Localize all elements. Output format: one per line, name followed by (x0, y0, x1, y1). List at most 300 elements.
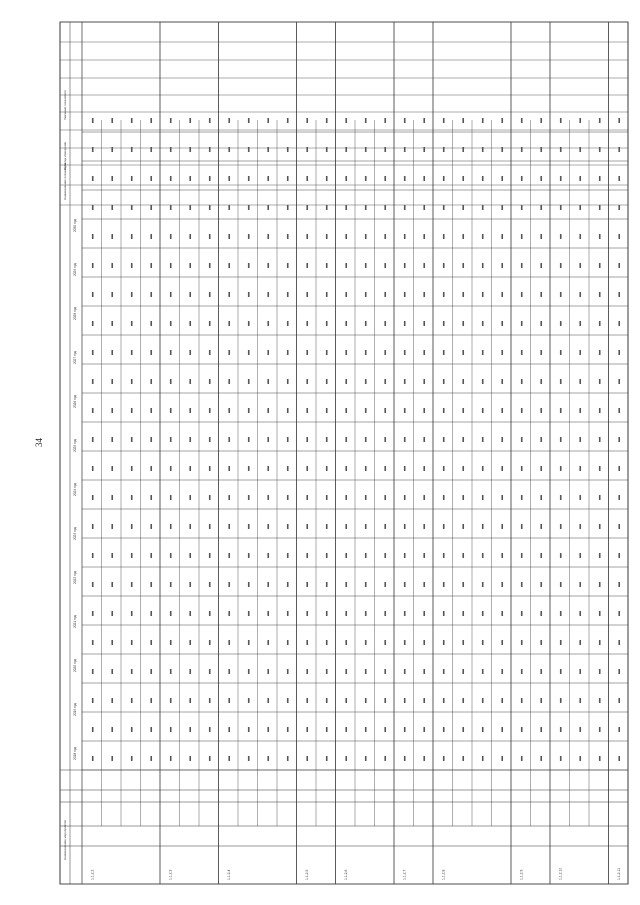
cell-value-mark (599, 553, 601, 558)
cell-value-mark (579, 408, 581, 413)
cell-value-mark (150, 176, 152, 181)
cell-value-mark (423, 669, 425, 674)
cell-value-mark (462, 234, 464, 239)
cell-value-mark (365, 408, 367, 413)
cell-value-mark (326, 495, 328, 500)
cell-value-mark (540, 147, 542, 152)
cell-value-mark (443, 756, 445, 761)
cell-value-mark (228, 466, 230, 471)
cell-value-mark (306, 495, 308, 500)
year-header: 2027 год (73, 351, 77, 364)
page-number: 34 (34, 438, 44, 447)
cell-value-mark (365, 321, 367, 326)
cell-value-mark (228, 582, 230, 587)
cell-value-mark (384, 495, 386, 500)
cell-value-mark (306, 321, 308, 326)
cell-value-mark (131, 466, 133, 471)
cell-value-mark (326, 205, 328, 210)
cell-value-mark (267, 727, 269, 732)
cell-value-mark (423, 466, 425, 471)
cell-value-mark (501, 263, 503, 268)
cell-value-mark (131, 147, 133, 152)
cell-value-mark (540, 495, 542, 500)
cell-value-mark (189, 466, 191, 471)
cell-value-mark (599, 176, 601, 181)
cell-value-mark (111, 205, 113, 210)
cell-value-mark (462, 466, 464, 471)
cell-value-mark (287, 669, 289, 674)
cell-value-mark (267, 292, 269, 297)
cell-value-mark (482, 495, 484, 500)
cell-value-mark (111, 582, 113, 587)
cell-value-mark (170, 176, 172, 181)
cell-value-mark (228, 292, 230, 297)
cell-value-mark (170, 379, 172, 384)
cell-value-mark (267, 234, 269, 239)
cell-value-mark (482, 292, 484, 297)
cell-value-mark (423, 205, 425, 210)
cell-value-mark (189, 321, 191, 326)
cell-value-mark (443, 408, 445, 413)
cell-value-mark (482, 147, 484, 152)
cell-value-mark (384, 379, 386, 384)
cell-value-mark (618, 205, 620, 210)
cell-value-mark (287, 379, 289, 384)
cell-value-mark (521, 582, 523, 587)
cell-value-mark (345, 147, 347, 152)
cell-value-mark (287, 495, 289, 500)
cell-value-mark (228, 408, 230, 413)
cell-value-mark (384, 263, 386, 268)
cell-value-mark (443, 350, 445, 355)
cell-value-mark (228, 234, 230, 239)
cell-value-mark (501, 350, 503, 355)
cell-value-mark (423, 495, 425, 500)
cell-value-mark (150, 379, 152, 384)
cell-value-mark (92, 379, 94, 384)
cell-value-mark (501, 756, 503, 761)
cell-value-mark (345, 553, 347, 558)
cell-value-mark (345, 118, 347, 123)
cell-value-mark (131, 118, 133, 123)
cell-value-mark (365, 727, 367, 732)
cell-value-mark (92, 263, 94, 268)
cell-value-mark (521, 727, 523, 732)
cell-value-mark (111, 379, 113, 384)
cell-value-mark (579, 321, 581, 326)
cell-value-mark (267, 176, 269, 181)
cell-value-mark (345, 582, 347, 587)
cell-value-mark (423, 640, 425, 645)
cell-value-mark (365, 582, 367, 587)
cell-value-mark (287, 408, 289, 413)
cell-value-mark (209, 379, 211, 384)
cell-value-mark (170, 321, 172, 326)
cell-value-mark (209, 553, 211, 558)
cell-value-mark (560, 756, 562, 761)
cell-value-mark (287, 321, 289, 326)
cell-value-mark (540, 698, 542, 703)
cell-value-mark (170, 263, 172, 268)
cell-value-mark (111, 698, 113, 703)
cell-value-mark (306, 350, 308, 355)
cell-value-mark (579, 379, 581, 384)
cell-value-mark (92, 669, 94, 674)
cell-value-mark (599, 524, 601, 529)
cell-value-mark (111, 611, 113, 616)
cell-value-mark (189, 524, 191, 529)
cell-value-mark (326, 118, 328, 123)
cell-value-mark (560, 524, 562, 529)
cell-value-mark (501, 640, 503, 645)
cell-value-mark (306, 553, 308, 558)
cell-value-mark (189, 669, 191, 674)
cell-value-mark (248, 118, 250, 123)
cell-value-mark (560, 437, 562, 442)
cell-value-mark (560, 379, 562, 384)
cell-value-mark (579, 118, 581, 123)
cell-value-mark (150, 727, 152, 732)
cell-value-mark (267, 698, 269, 703)
cell-value-mark (501, 669, 503, 674)
cell-value-mark (248, 437, 250, 442)
cell-value-mark (189, 205, 191, 210)
cell-value-mark (248, 234, 250, 239)
cell-value-mark (248, 379, 250, 384)
cell-value-mark (482, 408, 484, 413)
cell-value-mark (189, 292, 191, 297)
group-code: 1.1.2.4 (227, 869, 232, 880)
cell-value-mark (170, 437, 172, 442)
cell-value-mark (579, 640, 581, 645)
cell-value-mark (443, 263, 445, 268)
cell-value-mark (92, 408, 94, 413)
cell-value-mark (423, 437, 425, 442)
cell-value-mark (111, 263, 113, 268)
cell-value-mark (365, 495, 367, 500)
cell-value-mark (579, 466, 581, 471)
cell-value-mark (150, 118, 152, 123)
cell-value-mark (404, 669, 406, 674)
cell-value-mark (209, 640, 211, 645)
cell-value-mark (92, 611, 94, 616)
cell-value-mark (131, 640, 133, 645)
cell-value-mark (267, 756, 269, 761)
cell-value-mark (131, 176, 133, 181)
cell-value-mark (326, 292, 328, 297)
cell-value-mark (521, 321, 523, 326)
cell-value-mark (189, 350, 191, 355)
cell-value-mark (384, 118, 386, 123)
cell-value-mark (326, 582, 328, 587)
cell-value-mark (209, 611, 211, 616)
cell-value-mark (384, 437, 386, 442)
cell-value-mark (521, 292, 523, 297)
cell-value-mark (170, 553, 172, 558)
cell-value-mark (365, 292, 367, 297)
cell-value-mark (131, 669, 133, 674)
cell-value-mark (404, 321, 406, 326)
cell-value-mark (170, 350, 172, 355)
cell-value-mark (170, 756, 172, 761)
cell-value-mark (306, 379, 308, 384)
year-header: 2028 год (73, 307, 77, 320)
cell-value-mark (189, 640, 191, 645)
cell-value-mark (501, 727, 503, 732)
cell-value-mark (521, 234, 523, 239)
cell-value-mark (384, 466, 386, 471)
cell-value-mark (599, 698, 601, 703)
cell-value-mark (228, 263, 230, 268)
cell-value-mark (248, 176, 250, 181)
cell-value-mark (462, 437, 464, 442)
cell-value-mark (92, 292, 94, 297)
cell-value-mark (540, 205, 542, 210)
cell-value-mark (599, 437, 601, 442)
cell-value-mark (248, 611, 250, 616)
column-title: Наименование показателя (63, 162, 67, 200)
cell-value-mark (501, 321, 503, 326)
cell-value-mark (482, 582, 484, 587)
cell-value-mark (365, 379, 367, 384)
cell-value-mark (482, 756, 484, 761)
cell-value-mark (560, 292, 562, 297)
cell-value-mark (228, 118, 230, 123)
cell-value-mark (150, 408, 152, 413)
cell-value-mark (560, 640, 562, 645)
cell-value-mark (131, 727, 133, 732)
cell-value-mark (540, 524, 542, 529)
cell-value-mark (404, 698, 406, 703)
cell-value-mark (287, 118, 289, 123)
cell-value-mark (618, 756, 620, 761)
cell-value-mark (189, 176, 191, 181)
cell-value-mark (599, 495, 601, 500)
cell-value-mark (540, 118, 542, 123)
cell-value-mark (345, 640, 347, 645)
cell-value-mark (579, 176, 581, 181)
cell-value-mark (423, 292, 425, 297)
cell-value-mark (209, 495, 211, 500)
cell-value-mark (599, 379, 601, 384)
cell-value-mark (540, 408, 542, 413)
cell-value-mark (423, 756, 425, 761)
cell-value-mark (365, 524, 367, 529)
cell-value-mark (521, 756, 523, 761)
cell-value-mark (287, 350, 289, 355)
cell-value-mark (209, 524, 211, 529)
cell-value-mark (579, 350, 581, 355)
year-header: 2024 год (73, 483, 77, 496)
cell-value-mark (443, 466, 445, 471)
cell-value-mark (482, 205, 484, 210)
cell-value-mark (560, 408, 562, 413)
cell-value-mark (92, 321, 94, 326)
cell-value-mark (248, 495, 250, 500)
cell-value-mark (345, 756, 347, 761)
cell-value-mark (443, 524, 445, 529)
cell-value-mark (423, 553, 425, 558)
cell-value-mark (111, 350, 113, 355)
cell-value-mark (150, 553, 152, 558)
cell-value-mark (248, 292, 250, 297)
cell-value-mark (462, 118, 464, 123)
cell-value-mark (131, 263, 133, 268)
cell-value-mark (287, 553, 289, 558)
cell-value-mark (560, 582, 562, 587)
cell-value-mark (111, 234, 113, 239)
cell-value-mark (404, 756, 406, 761)
group-code: 1.1.2.3 (168, 869, 173, 880)
cell-value-mark (404, 582, 406, 587)
cell-value-mark (170, 524, 172, 529)
cell-value-mark (131, 437, 133, 442)
cell-value-mark (326, 176, 328, 181)
cell-value-mark (345, 408, 347, 413)
cell-value-mark (326, 234, 328, 239)
cell-value-mark (365, 553, 367, 558)
cell-value-mark (111, 147, 113, 152)
cell-value-mark (599, 640, 601, 645)
cell-value-mark (365, 263, 367, 268)
cell-value-mark (384, 176, 386, 181)
cell-value-mark (521, 611, 523, 616)
cell-value-mark (131, 756, 133, 761)
cell-value-mark (404, 524, 406, 529)
cell-value-mark (521, 176, 523, 181)
cell-value-mark (501, 582, 503, 587)
cell-value-mark (287, 176, 289, 181)
cell-value-mark (579, 524, 581, 529)
cell-value-mark (501, 379, 503, 384)
cell-value-mark (560, 234, 562, 239)
cell-value-mark (501, 611, 503, 616)
cell-value-mark (267, 495, 269, 500)
cell-value-mark (150, 582, 152, 587)
group-code: 1.1.2.7 (402, 869, 407, 880)
cell-value-mark (267, 408, 269, 413)
cell-value-mark (209, 466, 211, 471)
cell-value-mark (170, 466, 172, 471)
cell-value-mark (267, 611, 269, 616)
cell-value-mark (462, 147, 464, 152)
cell-value-mark (326, 321, 328, 326)
cell-value-mark (228, 611, 230, 616)
cell-value-mark (579, 553, 581, 558)
year-header: 2021 год (73, 615, 77, 628)
cell-value-mark (462, 321, 464, 326)
cell-value-mark (189, 147, 191, 152)
cell-value-mark (326, 669, 328, 674)
cell-value-mark (267, 118, 269, 123)
cell-value-mark (618, 698, 620, 703)
cell-value-mark (345, 263, 347, 268)
cell-value-mark (287, 582, 289, 587)
cell-value-mark (365, 640, 367, 645)
cell-value-mark (189, 408, 191, 413)
cell-value-mark (521, 350, 523, 355)
cell-value-mark (170, 582, 172, 587)
cell-value-mark (482, 437, 484, 442)
cell-value-mark (404, 263, 406, 268)
cell-value-mark (189, 263, 191, 268)
cell-value-mark (365, 234, 367, 239)
cell-value-mark (209, 321, 211, 326)
cell-value-mark (618, 118, 620, 123)
cell-value-mark (131, 553, 133, 558)
cell-value-mark (92, 176, 94, 181)
cell-value-mark (482, 669, 484, 674)
cell-value-mark (209, 176, 211, 181)
column-title: Единица измерения (63, 141, 67, 170)
cell-value-mark (306, 234, 308, 239)
cell-value-mark (560, 727, 562, 732)
cell-value-mark (209, 147, 211, 152)
group-code: 1.1.2.8 (441, 869, 446, 880)
cell-value-mark (150, 205, 152, 210)
cell-value-mark (521, 408, 523, 413)
cell-value-mark (560, 350, 562, 355)
cell-value-mark (423, 611, 425, 616)
cell-value-mark (228, 727, 230, 732)
cell-value-mark (521, 524, 523, 529)
cell-value-mark (365, 466, 367, 471)
cell-value-mark (540, 611, 542, 616)
year-header: 2025 год (73, 439, 77, 452)
cell-value-mark (501, 176, 503, 181)
cell-value-mark (482, 379, 484, 384)
cell-value-mark (92, 437, 94, 442)
cell-value-mark (540, 669, 542, 674)
cell-value-mark (92, 524, 94, 529)
cell-value-mark (131, 611, 133, 616)
cell-value-mark (209, 698, 211, 703)
cell-value-mark (462, 582, 464, 587)
cell-value-mark (111, 669, 113, 674)
cell-value-mark (170, 118, 172, 123)
cell-value-mark (540, 379, 542, 384)
cell-value-mark (287, 234, 289, 239)
column-title: Значение показателя (63, 90, 67, 120)
cell-value-mark (306, 437, 308, 442)
cell-value-mark (131, 292, 133, 297)
cell-value-mark (404, 176, 406, 181)
cell-value-mark (540, 437, 542, 442)
cell-value-mark (404, 147, 406, 152)
cell-value-mark (384, 553, 386, 558)
cell-value-mark (131, 321, 133, 326)
cell-value-mark (404, 350, 406, 355)
table-border (60, 22, 628, 884)
cell-value-mark (326, 408, 328, 413)
cell-value-mark (443, 640, 445, 645)
cell-value-mark (189, 437, 191, 442)
cell-value-mark (248, 147, 250, 152)
cell-value-mark (170, 495, 172, 500)
cell-value-mark (267, 321, 269, 326)
cell-value-mark (189, 379, 191, 384)
cell-value-mark (579, 495, 581, 500)
cell-value-mark (521, 147, 523, 152)
cell-value-mark (326, 553, 328, 558)
cell-value-mark (404, 437, 406, 442)
cell-value-mark (111, 292, 113, 297)
cell-value-mark (443, 205, 445, 210)
cell-value-mark (540, 582, 542, 587)
cell-value-mark (560, 466, 562, 471)
cell-value-mark (131, 582, 133, 587)
cell-value-mark (404, 495, 406, 500)
